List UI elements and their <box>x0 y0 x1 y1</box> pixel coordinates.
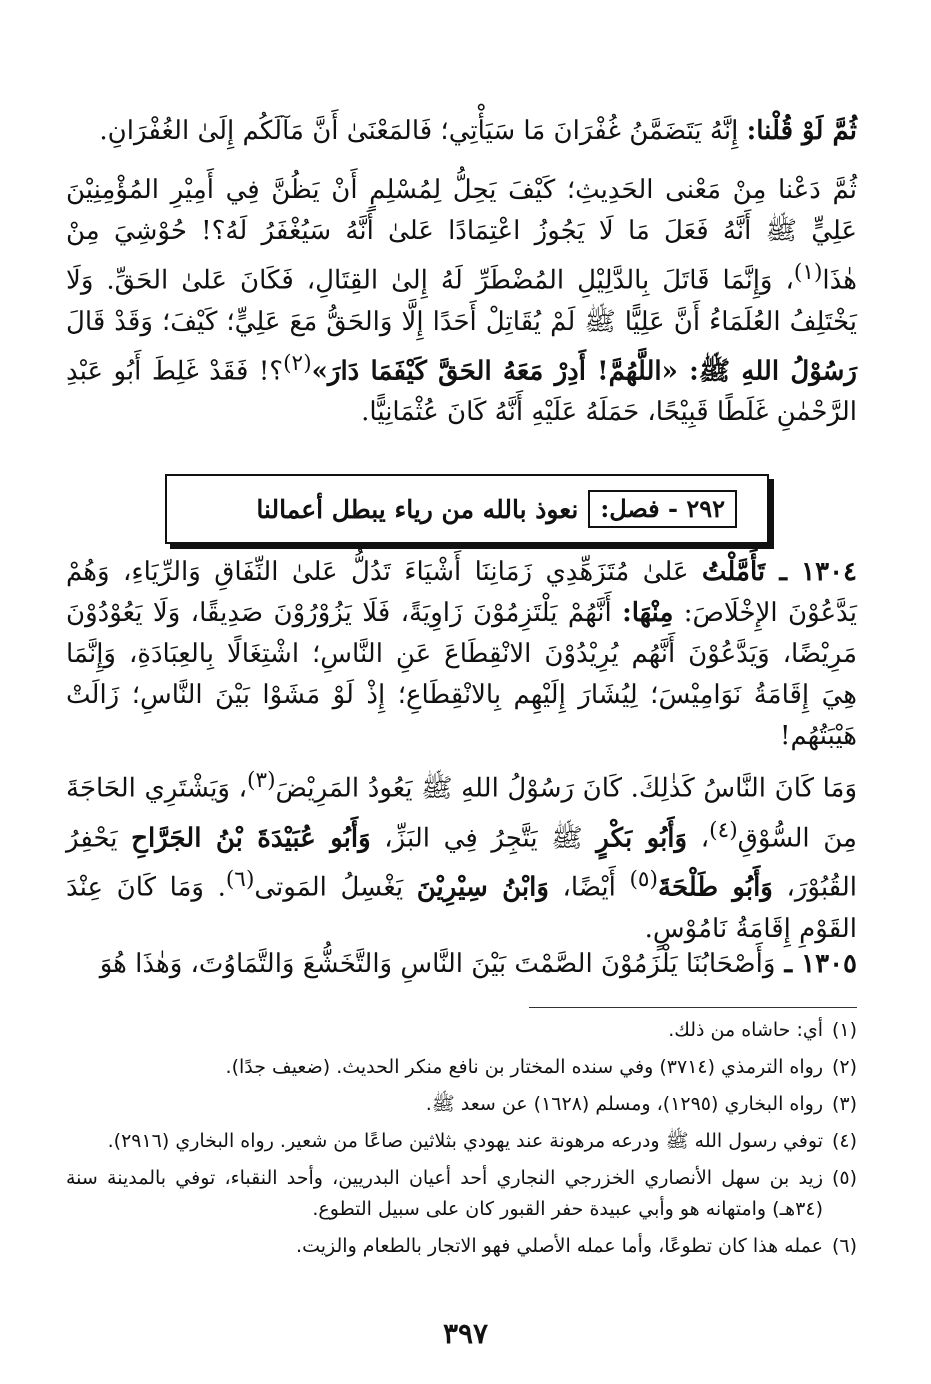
footnotes <box>66 1015 857 1268</box>
emphasis-name: وَأَبُو طَلْحَةَ <box>658 872 773 903</box>
paragraph-text: عَلىٰ مُتَزَهِّدِي زَمَانِنَا أَشْيَاءَ تَدُلُّ عَلىٰ النِّفَاقِ وَالرِّيَاءِ، وَهُمْ يَدَّعُوْنَ الإِخْلَاصَ: <box>66 557 857 628</box>
emphasis-name: وَأَبُو بَكْرٍ <box>596 823 688 854</box>
footnote <box>66 1052 857 1083</box>
paragraph-text: ثُمَّ دَعْنا مِنْ مَعْنى الحَدِيثِ؛ كَيْفَ يَحِلُّ لِمُسْلِمٍ أَنْ يَظُنَّ فِي أَمِيْرِ المُؤْمِنِيْنَ عَلِيٍّ ﷺ أَنَّهُ فَعَلَ مَا لَا يَجُوزُ اعْتِمَادًا عَلىٰ أَنَّهُ سَيُغْفَرُ لَهُ؟! حُوْشِيَ مِنْ هٰذَا <box>66 175 857 296</box>
footnote-ref[interactable]: (٤) <box>709 817 738 843</box>
footnote-ref[interactable]: (٢) <box>283 350 312 376</box>
paragraph-2 <box>66 170 857 433</box>
paragraph-1305 <box>66 944 857 985</box>
footnote-divider <box>529 1007 857 1008</box>
paragraph-text: أَيْضًا، <box>548 872 630 903</box>
page-number: ٣٩٧ <box>442 1317 489 1350</box>
paragraph-text: ؟! فَقَدْ غَلِطَ أَبُو عَبْدِ الرَّحْمٰنِ غَلَطًا قَبِيْحًا، حَمَلَهُ عَلَيْهِ أَنَّهُ كَانَ عُثْمَانِيًّا. <box>66 356 857 428</box>
section-title: نعوذ بالله من رياء يبطل أعمالنا <box>256 494 579 524</box>
paragraph-1 <box>66 111 857 152</box>
paragraph-number: ١٣٠٤ ـ <box>765 557 857 587</box>
footnote-text: أي: حاشاه من ذلك. <box>668 1019 823 1041</box>
section-number: ٢٩٢ - فصل: <box>588 490 737 528</box>
paragraph-text: ، <box>687 823 710 854</box>
emphasis-text: مِنْهَا: <box>622 598 674 628</box>
section-heading <box>165 474 769 544</box>
paragraph-text: يَغْسِلُ المَوتى <box>254 872 417 903</box>
paragraph-4 <box>66 760 857 950</box>
paragraph-text: إِنَّهُ يَتَضَمَّنُ غُفْرَانَ مَا سَيَأْتِي؛ فَالمَعْنَىٰ أَنَّ مَآلَكُم إِلَىٰ الغُفْرَانِ. <box>99 116 747 146</box>
footnote-number: (٥) <box>831 1167 857 1189</box>
footnote <box>66 1231 857 1262</box>
footnote <box>66 1089 857 1120</box>
footnote-number: (٣) <box>831 1093 857 1115</box>
paragraph-text: يَحْفِرُ القُبُوْرَ، <box>66 823 857 903</box>
emphasis-name: وَأَبُو عُبَيْدَةَ بْنُ الجَرَّاحِ <box>131 823 371 854</box>
hadith-quote: رَسُوْلُ اللهِ ﷺ: «اللَّهُمَّ! أَدِرْ مَعَهُ الحَقَّ كَيْفَمَا دَارَ» <box>311 356 857 387</box>
footnote-ref[interactable]: (١) <box>793 260 823 285</box>
paragraph-text: ، وَيَشْتَرِي الحَاجَةَ مِنَ السُّوْقِ <box>66 773 857 854</box>
footnote <box>66 1015 857 1046</box>
paragraph-text: ﷺ يَتَّجِرُ فِي البَزِّ، <box>370 823 597 854</box>
paragraph-text: ، وَإِنَّمَا قَاتَلَ بِالدَّلِيْلِ المُضْطَرِّ لَهُ إِلىٰ القِتَالِ، فَكَانَ عَلىٰ الحَقِّ. وَلَا يَخْتَلِفُ العُلَمَاءُ أَنَّ عَلِيًّا ﷺ لَمْ يُقَاتِلْ أَحَدًا إِلَّا وَالحَقُّ مَعَ عَلِيٍّ؛ كَيْفَ؛ وَقَدْ قَالَ <box>66 265 857 337</box>
paragraph-lead: ثُمَّ لَوْ قُلْنا: <box>746 116 857 146</box>
footnote-number: (٦) <box>831 1235 857 1257</box>
paragraph-lead: تَأَمَّلْتُ <box>701 557 766 587</box>
footnote-text: توفي رسول الله ﷺ ودرعه مرهونة عند يهودي بثلاثين صاعًا من شعير. رواه البخاري (٢٩١٦). <box>107 1130 823 1152</box>
footnote-ref[interactable]: (٣) <box>246 768 276 793</box>
paragraph-text: وَمَا كَانَ النَّاسُ كَذٰلِكَ. كَانَ رَسُوْلُ اللهِ ﷺ يَعُودُ المَرِيْضَ <box>275 773 858 804</box>
footnote-number: (٢) <box>831 1056 857 1078</box>
footnote-number: (١) <box>831 1019 857 1041</box>
footnote-text: رواه البخاري (١٢٩٥)، ومسلم (١٦٢٨) عن سعد ﷺ. <box>425 1093 823 1115</box>
footnote <box>66 1163 857 1225</box>
paragraph-text: وَأَصْحَابُنَا يَلْزَمُوْنَ الصَّمْتَ بَيْنَ النَّاسِ وَالتَّخَشُّعَ وَالتَّمَاوُتَ، وَهٰذَا هُوَ <box>99 949 776 979</box>
footnote-text: زيد بن سهل الأنصاري الخزرجي النجاري أحد أعيان البدريين، وأحد النقباء، توفي بالمدينة سنة (٣٤هـ) وامتهانه هو وأبي عبيدة حفر القبور كان على سبيل التطوع. <box>66 1167 823 1220</box>
paragraph-text: . وَمَا كَانَ عِنْدَ القَوْمِ إِقَامَةُ نَامُوْسٍ. <box>66 872 857 944</box>
emphasis-name: وَابْنُ سِيْرِيْنَ <box>416 872 549 903</box>
footnote-text: عمله هذا كان تطوعًا، وأما عمله الأصلي فهو الاتجار بالطعام والزيت. <box>296 1235 823 1257</box>
footnote-ref[interactable]: (٥) <box>629 867 658 893</box>
footnote-number: (٤) <box>831 1130 857 1152</box>
paragraph-1304 <box>66 552 857 757</box>
footnote-text: رواه الترمذي (٣٧١٤) وفي سنده المختار بن نافع منكر الحديث. (ضعيف جدًا). <box>225 1056 823 1078</box>
footnote <box>66 1126 857 1157</box>
paragraph-number: ١٣٠٥ ـ <box>775 949 857 979</box>
footnote-ref[interactable]: (٦) <box>225 867 255 893</box>
paragraph-text: أَنَّهُمْ يَلْتَزِمُوْنَ زَاوِيَةً، فَلَا يَزُوْرُوْنَ صَدِيقًا، وَلَا يَعُوْدُوْنَ مَرِيْضًا، وَيَدَّعُوْنَ أَنَّهُم يُرِيْدُوْنَ الانْقِطَاعَ عَنِ النَّاسِ؛ اشْتِغَالًا بِالعِبَادَةِ، وَإِنَّمَا هِيَ إِقَامَةُ نَوَامِيْسَ؛ لِيُشَارَ إِلَيْهِم بِالانْقِطَاعِ؛ إِذْ لَوْ مَشَوْا بَيْنَ النَّاسِ؛ زَالَتْ هَيْبَتُهُم! <box>66 598 857 751</box>
